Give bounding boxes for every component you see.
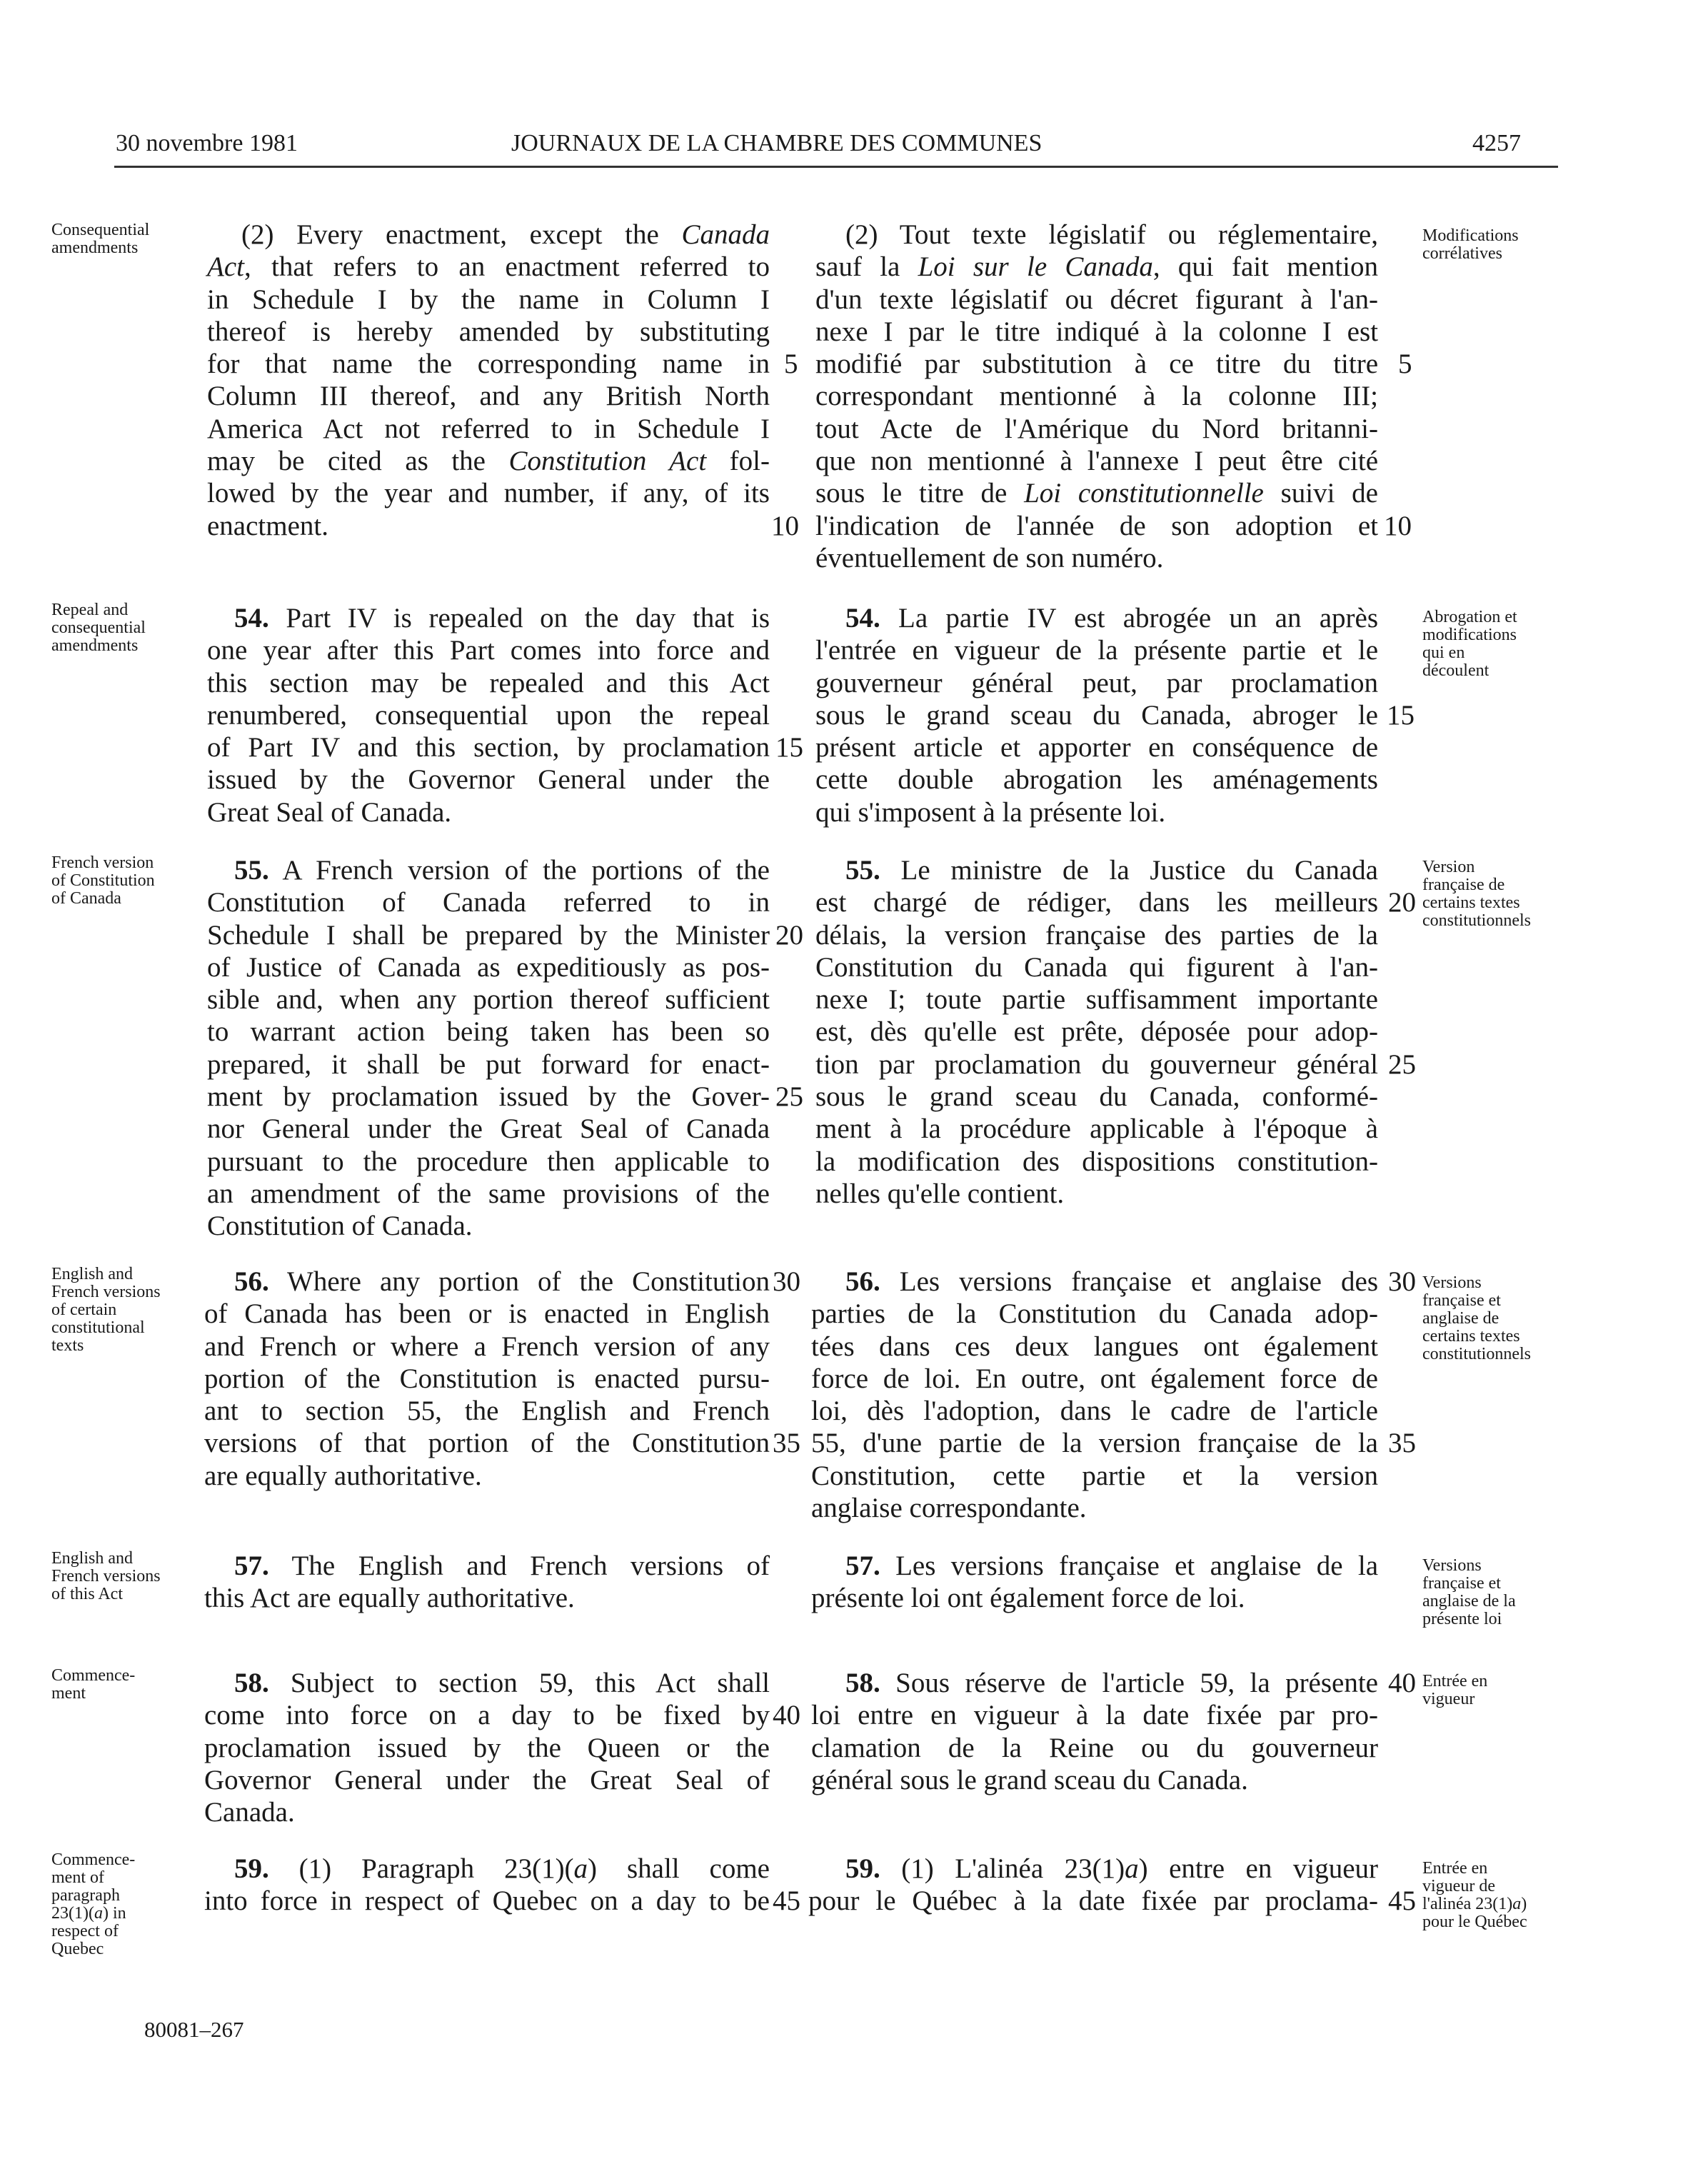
line-number: 5	[784, 349, 798, 379]
line-number: 5	[1398, 349, 1412, 379]
section-en-53-2: (2) Every enactment, except the Canada Act, that refers to an enactment referred to in Schedule I by the name in Column I thereof is hereby amended by substituting for that name the corresponding name in Column III thereof, and any British North America Act not referred to in Schedule I may be cited as the Constitution Act fol- lowed by the year and number, if any, of its enactment.	[207, 219, 770, 541]
header-date: 30 novembre 1981	[116, 130, 298, 156]
margin-note-en: Commence- ment	[51, 1666, 136, 1703]
footer-code: 80081–267	[144, 2017, 244, 2042]
section-fr-53-2: (2) Tout texte législatif ou réglementaire, sauf la Loi sur le Canada, qui fait mention d'un texte législatif ou décret figurant à l'an- nexe I par le titre indiqué à la colonne I est modifié par substitution à ce titre du titre correspondant mentionné à la colonne III; tout Acte de l'Amérique du Nord britanni- que non mentionné à l'annexe I peut être cité sous le titre de Loi constitutionnelle suivi de l'indication de l'année de son adoption et éventuellement de son numéro.	[815, 219, 1378, 573]
section-en-59: 59. (1) Paragraph 23(1)(a) shall come into force in respect of Quebec on a day to be	[204, 1853, 770, 1917]
section-fr-56: 56. Les versions française et anglaise des parties de la Constitution du Canada adop- tées dans ces deux langues ont également force de loi. En outre, ont également force de loi, dès l'adoption, dans le cadre de l'article 55, d'une partie de la version française de la Constitution, cette partie et la version anglaise correspondante.	[811, 1266, 1378, 1524]
line-number: 30	[1388, 1266, 1416, 1297]
margin-note-fr: Versions française et anglaise de certains textes constitutionnels	[1422, 1273, 1531, 1363]
margin-note-en: Commence- ment of paragraph 23(1)(a) in respect of Quebec	[51, 1850, 136, 1958]
margin-note-fr: Version française de certains textes constitutionnels	[1422, 858, 1531, 930]
section-fr-55: 55. Le ministre de la Justice du Canada est chargé de rédiger, dans les meilleurs délais, la version française des parties de la Constitution du Canada qui figurent à l'an- nexe I; toute partie suffisamment importante est, dès qu'elle est prête, déposée pour adop- tion par proclamation du gouverneur général sous le grand sceau du Canada, conformé- ment à la procédure applicable à l'époque à la modification des dispositions constitution- nelles qu'elle contient.	[815, 855, 1378, 1209]
line-number: 25	[1388, 1049, 1416, 1080]
line-number: 10	[1384, 511, 1412, 541]
section-en-56: 56. Where any portion of the Constitution of Canada has been or is enacted in English and French or where a French version of any portion of the Constitution is enacted pursu- ant to section 55, the English and French versions of that portion of the Constitution are equally authoritative.	[204, 1266, 770, 1491]
header-title: JOURNAUX DE LA CHAMBRE DES COMMUNES	[511, 130, 1043, 156]
line-number: 30	[773, 1266, 800, 1297]
section-fr-54: 54. La partie IV est abrogée un an après l'entrée en vigueur de la présente partie et le gouverneur général peut, par proclamation sous le grand sceau du Canada, abroger le présent article et apporter en conséquence de cette double abrogation les aménagements qui s'imposent à la présente loi.	[815, 603, 1378, 828]
line-number: 40	[1388, 1668, 1416, 1698]
margin-note-en: Repeal and consequential amendments	[51, 601, 146, 655]
margin-note-en: English and French versions of this Act	[51, 1549, 161, 1603]
line-number: 35	[773, 1428, 800, 1458]
line-number: 45	[1388, 1885, 1416, 1916]
line-number: 15	[775, 732, 803, 763]
margin-note-fr: Entrée en vigueur	[1422, 1672, 1488, 1708]
line-number: 40	[773, 1700, 800, 1730]
line-number: 25	[775, 1081, 803, 1112]
margin-note-fr: Entrée en vigueur de l'alinéa 23(1)a) pour le Québec	[1422, 1859, 1527, 1931]
section-en-57: 57. The English and French versions of this Act are equally authoritative.	[204, 1551, 770, 1614]
section-fr-57: 57. Les versions française et anglaise de la présente loi ont également force de loi.	[811, 1551, 1378, 1614]
line-number: 45	[773, 1885, 800, 1916]
line-number: 20	[775, 920, 803, 951]
line-number: 10	[771, 511, 799, 541]
section-fr-58: 58. Sous réserve de l'article 59, la présente loi entre en vigueur à la date fixée par pro- clamation de la Reine ou du gouverneur général sous le grand sceau du Canada.	[811, 1668, 1378, 1795]
section-en-58: 58. Subject to section 59, this Act shall come into force on a day to be fixed by proclamation issued by the Queen or the Governor General under the Great Seal of Canada.	[204, 1668, 770, 1828]
line-number: 15	[1387, 700, 1415, 731]
header-page-number: 4257	[1472, 130, 1521, 156]
margin-note-en: Consequential amendments	[51, 221, 150, 257]
line-number: 20	[1388, 887, 1416, 918]
section-en-54: 54. Part IV is repealed on the day that is one year after this Part comes into force and this section may be repealed and this Act renumbered, consequential upon the repeal of Part IV and this section, by proclamation issued by the Governor General under the Great Seal of Canada.	[207, 603, 770, 828]
margin-note-fr: Versions française et anglaise de la présente loi	[1422, 1556, 1516, 1628]
margin-note-en: English and French versions of certain constitutional texts	[51, 1265, 161, 1355]
line-number: 35	[1388, 1428, 1416, 1458]
section-fr-59: 59. (1) L'alinéa 23(1)a) entre en vigueur pour le Québec à la date fixée par proclama-	[808, 1853, 1378, 1917]
section-en-55: 55. A French version of the portions of the Constitution of Canada referred to in Schedule I shall be prepared by the Minister of Justice of Canada as expeditiously as pos- sible and, when any portion thereof sufficient to warrant action being taken has been so prepared, it shall be put forward for enact- ment by proclamation issued by the Gover- nor General under the Great Seal of Canada pursuant to the procedure then applicable to an amendment of the same provisions of the Constitution of Canada.	[207, 855, 770, 1242]
header-rule	[114, 166, 1558, 168]
margin-note-fr: Modifications corrélatives	[1422, 226, 1519, 263]
margin-note-en: French version of Constitution of Canada	[51, 853, 155, 908]
margin-note-fr: Abrogation et modifications qui en découlent	[1422, 608, 1517, 680]
